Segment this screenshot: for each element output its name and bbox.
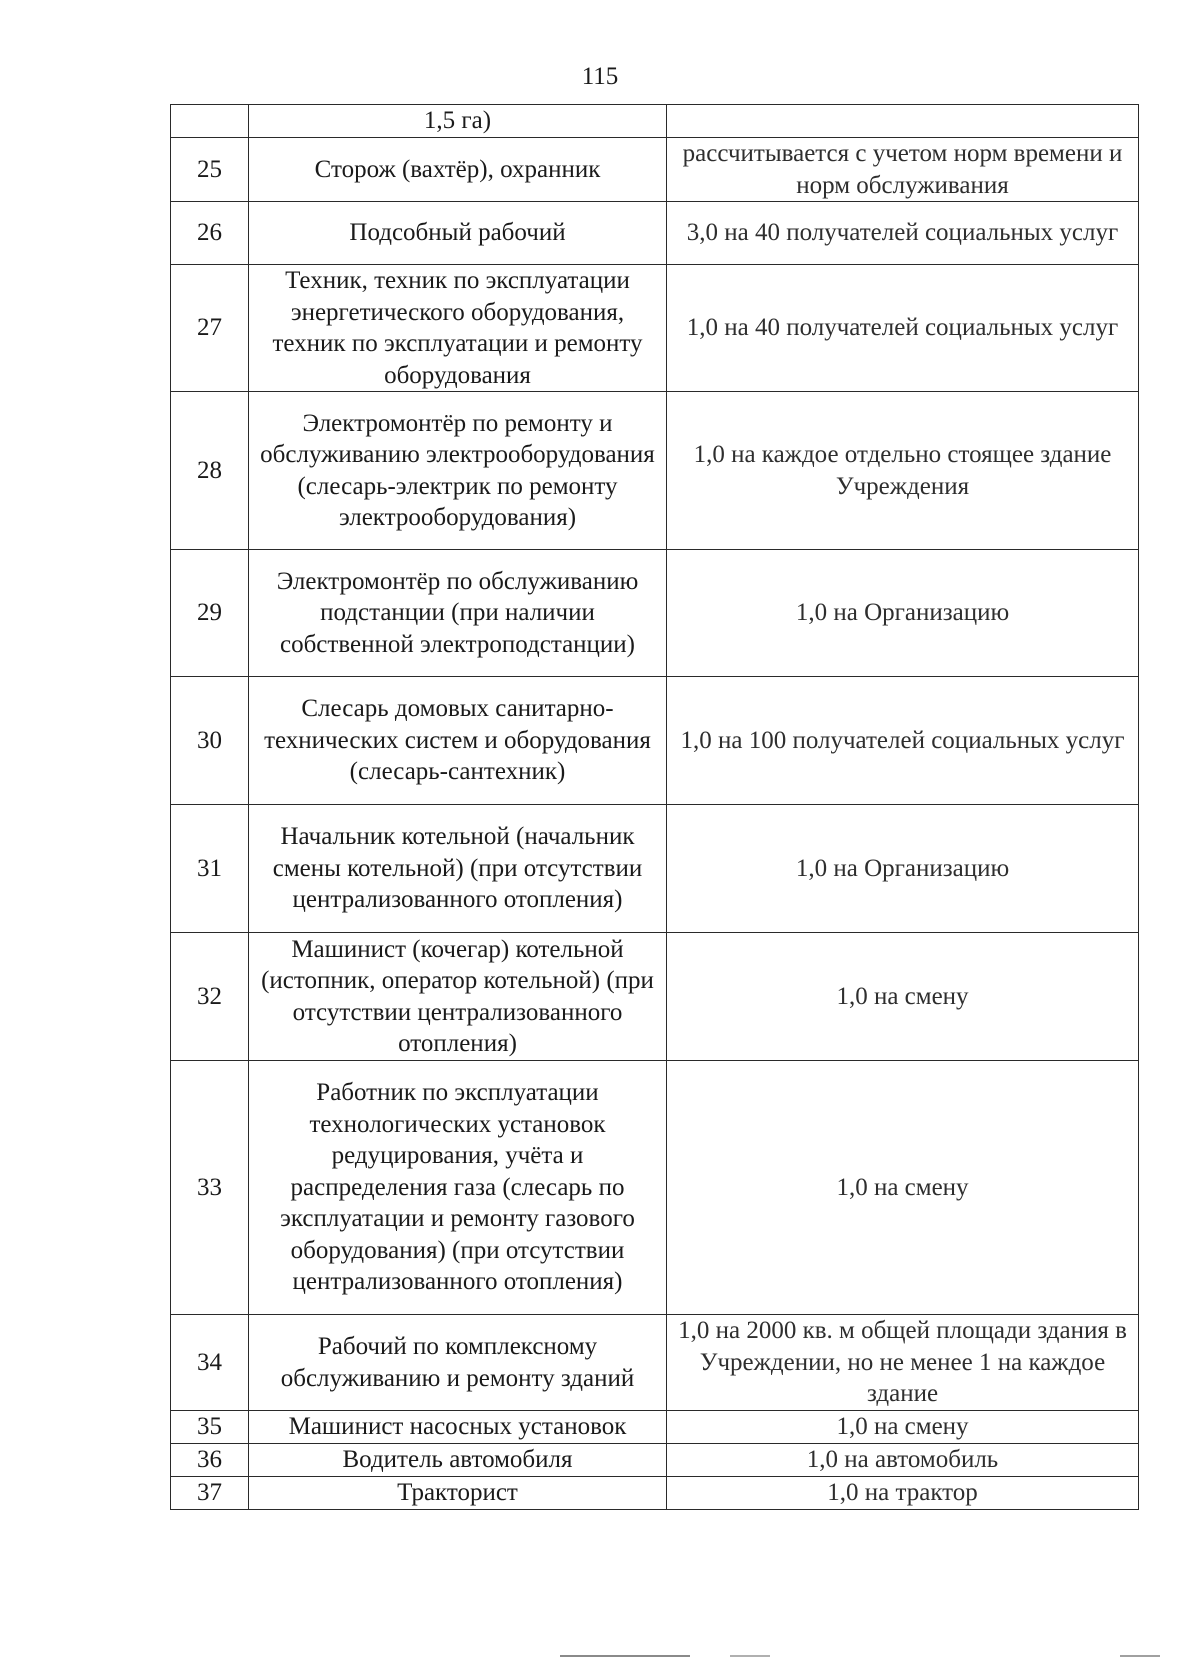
norm-cell: 1,0 на 40 получателей социальных услуг [667, 265, 1139, 392]
row-number-cell: 26 [171, 202, 249, 265]
norm-cell [667, 105, 1139, 138]
table-row [171, 265, 1139, 392]
row-number-cell: 28 [171, 392, 249, 550]
row-number-cell: 31 [171, 805, 249, 933]
table-row [171, 105, 1139, 138]
footer-rule [560, 1655, 690, 1657]
norm-cell: 1,0 на 100 получателей социальных услуг [667, 677, 1139, 805]
table-row [171, 1411, 1139, 1444]
footer-rule [1120, 1655, 1160, 1657]
position-cell: Техник, техник по эксплуатации энергетического оборудования, техник по эксплуатации и ремонту оборудования [249, 265, 667, 392]
row-number-cell: 25 [171, 138, 249, 202]
table-row [171, 392, 1139, 550]
position-cell: Работник по эксплуатации технологических установок редуцирования, учёта и распределения газа (слесарь по эксплуатации и ремонту газового оборудования) (при отсутствии централизованного отопления) [249, 1061, 667, 1315]
table-row [171, 805, 1139, 933]
norm-cell: 1,0 на смену [667, 1411, 1139, 1444]
staffing-norms-table [170, 104, 1139, 1510]
norm-cell: 1,0 на каждое отдельно стоящее здание Учреждения [667, 392, 1139, 550]
norm-cell: 1,0 на смену [667, 933, 1139, 1061]
row-number-cell: 29 [171, 550, 249, 677]
position-cell: Тракторист [249, 1477, 667, 1510]
norm-cell: 1,0 на Организацию [667, 805, 1139, 933]
table-row [171, 550, 1139, 677]
table-row [171, 1477, 1139, 1510]
footer-rule [730, 1655, 770, 1657]
position-cell: Сторож (вахтёр), охранник [249, 138, 667, 202]
row-number-cell: 37 [171, 1477, 249, 1510]
page-number: 115 [581, 63, 619, 90]
table-row [171, 933, 1139, 1061]
row-number-cell: 36 [171, 1444, 249, 1477]
norm-cell: 1,0 на трактор [667, 1477, 1139, 1510]
table-row [171, 677, 1139, 805]
table-row [171, 1444, 1139, 1477]
table-row [171, 138, 1139, 202]
row-number-cell: 32 [171, 933, 249, 1061]
row-number-cell: 35 [171, 1411, 249, 1444]
position-cell: Машинист насосных установок [249, 1411, 667, 1444]
position-cell: Слесарь домовых санитарно-технических систем и оборудования (слесарь-сантехник) [249, 677, 667, 805]
position-cell: Машинист (кочегар) котельной (истопник, оператор котельной) (при отсутствии централизованного отопления) [249, 933, 667, 1061]
table-row [171, 1061, 1139, 1315]
norm-cell: 1,0 на 2000 кв. м общей площади здания в Учреждении, но не менее 1 на каждое здание [667, 1315, 1139, 1411]
norm-cell: 1,0 на автомобиль [667, 1444, 1139, 1477]
row-number-cell: 30 [171, 677, 249, 805]
row-number-cell: 27 [171, 265, 249, 392]
position-cell: Электромонтёр по обслуживанию подстанции (при наличии собственной электроподстанции) [249, 550, 667, 677]
norm-cell: 1,0 на Организацию [667, 550, 1139, 677]
row-number-cell: 34 [171, 1315, 249, 1411]
row-number-cell [171, 105, 249, 138]
position-cell: Подсобный рабочий [249, 202, 667, 265]
norm-cell: рассчитывается с учетом норм времени и норм обслуживания [667, 138, 1139, 202]
row-number-cell: 33 [171, 1061, 249, 1315]
position-cell: Начальник котельной (начальник смены котельной) (при отсутствии централизованного отопления) [249, 805, 667, 933]
table-row [171, 1315, 1139, 1411]
position-cell: Рабочий по комплексному обслуживанию и ремонту зданий [249, 1315, 667, 1411]
norm-cell: 1,0 на смену [667, 1061, 1139, 1315]
position-cell: 1,5 га) [249, 105, 667, 138]
position-cell: Водитель автомобиля [249, 1444, 667, 1477]
position-cell: Электромонтёр по ремонту и обслуживанию электрооборудования (слесарь-электрик по ремонту электрооборудования) [249, 392, 667, 550]
table-row [171, 202, 1139, 265]
norm-cell: 3,0 на 40 получателей социальных услуг [667, 202, 1139, 265]
